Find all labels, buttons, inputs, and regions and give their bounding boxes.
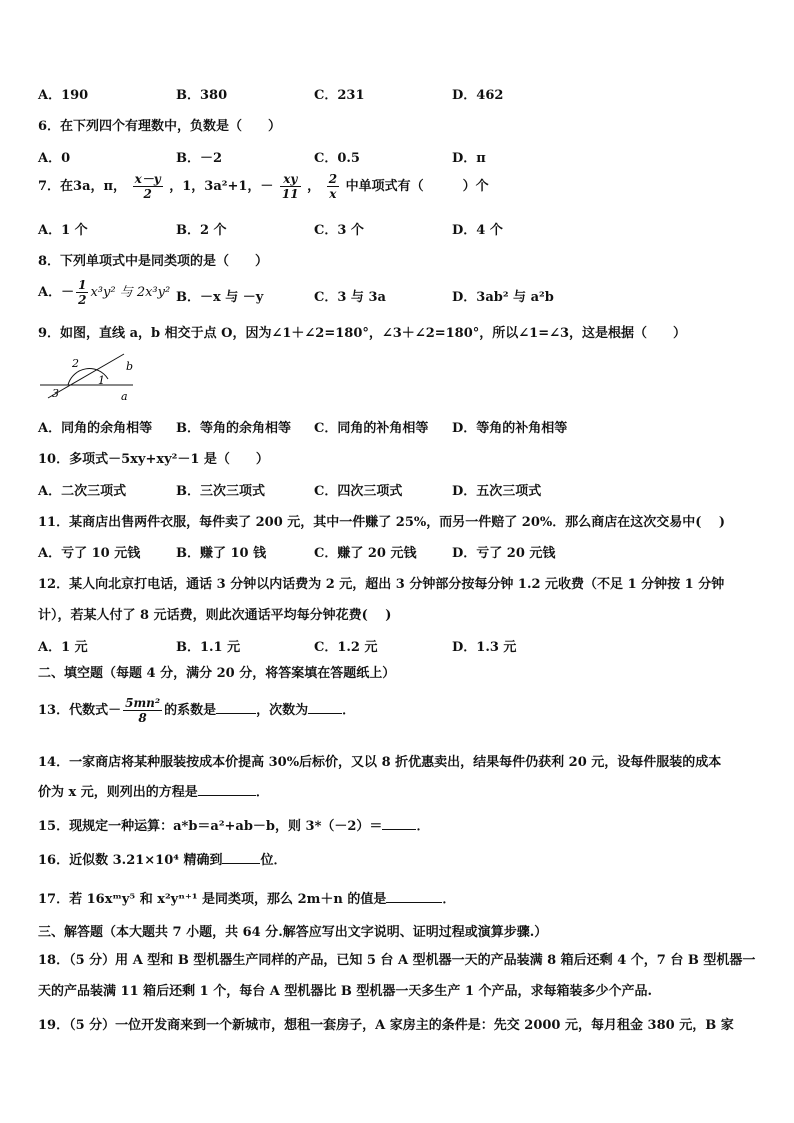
q7-text-mid2: ， (307, 179, 321, 194)
section-2-heading: 二、填空题（每题 4 分，满分 20 分，将答案填在答题纸上） (38, 666, 396, 681)
q6-option-b: B．－2 (176, 151, 223, 166)
q10-stem: 10．多项式－5xy+xy²－1 是（ ） (38, 452, 269, 467)
q18-line1: 18．（5 分）用 A 型和 B 型机器生产同样的产品，已知 5 台 A 型机器一天的产品装满 8 箱后还剩 4 个，7 台 B 型机器一 (38, 953, 756, 968)
q11-option-c: C．赚了 20 元钱 (314, 546, 417, 561)
q6-option-c: C．0.5 (314, 151, 360, 166)
q6-option-d: D．π (452, 151, 486, 166)
q7-option-a: A．1 个 (38, 223, 88, 238)
q11-option-a: A．亏了 10 元钱 (38, 546, 141, 561)
q14-blank[interactable] (198, 783, 256, 796)
q12-option-d: D．1.3 元 (452, 640, 517, 655)
q17-blank[interactable] (386, 890, 442, 903)
q8-option-d: D．3ab² 与 a²b (452, 290, 554, 305)
q7-fraction-2: $\frac{xy}{11}$ (281, 172, 299, 201)
q11-option-b: B．赚了 10 钱 (176, 546, 267, 561)
label-2: 2 (72, 357, 79, 370)
angle-figure (38, 350, 148, 402)
q12-stem-line1: 12．某人向北京打电话，通话 3 分钟以内话费为 2 元，超出 3 分钟部分按每分钟 1.2 元收费（不足 1 分钟按 1 分钟 (38, 577, 725, 592)
q8-option-a: A．－ $\frac{1}{2}$ x³y² 与 2x³y² (38, 278, 171, 307)
q10-option-c: C．四次三项式 (314, 484, 403, 499)
q18-line2: 天的产品装满 11 箱后还剩 1 个，每台 A 型机器比 B 型机器一天多生产 1 个产品，求每箱装多少个产品. (38, 984, 653, 999)
section-3-heading: 三、解答题（本大题共 7 小题，共 64 分.解答应写出文字说明、证明过程或演算步骤.） (38, 925, 548, 940)
q7-text-pre: 7．在3a，π， (38, 179, 127, 194)
q7-text-mid: ，1，3a²+1，－ (169, 179, 274, 194)
q9-stem: 9．如图，直线 a，b 相交于点 O，因为∠1＋∠2=180°，∠3＋∠2=180°，所以∠1=∠3，这是根据（ ） (38, 326, 687, 341)
q9-option-c: C．同角的补角相等 (314, 421, 429, 436)
q9-option-d: D．等角的补角相等 (452, 421, 568, 436)
q6-stem: 6．在下列四个有理数中，负数是（ ） (38, 119, 282, 134)
line-b (48, 354, 124, 398)
q12-option-b: B．1.1 元 (176, 640, 241, 655)
q13-stem: 13．代数式－ $\frac{\text{5mn²}}{8}$ 的系数是 ，次数为 ． (38, 696, 356, 725)
q7-option-d: D．4 个 (452, 223, 503, 238)
q7-option-b: B．2 个 (176, 223, 227, 238)
q7-fraction-3: $\frac{2}{x}$ (328, 172, 338, 201)
q11-option-d: D．亏了 20 元钱 (452, 546, 556, 561)
q12-stem-line2: 计），若某人付了 8 元话费，则此次通话平均每分钟花费( ) (38, 608, 392, 623)
label-a: a (121, 390, 128, 402)
q15-blank[interactable] (382, 817, 416, 830)
q5-option-c: C．231 (314, 88, 365, 103)
q7-stem (38, 172, 766, 201)
q5-option-a: A．190 (38, 88, 89, 103)
q13-fraction: $\frac{\text{5mn²}}{8}$ (125, 696, 161, 725)
q8-option-b: B．－x 与 －y (176, 290, 264, 305)
q12-option-c: C．1.2 元 (314, 640, 378, 655)
q14-line1: 14．一家商店将某种服装按成本价提高 30%后标价，又以 8 折优惠卖出，结果每件仍获利 20 元，设每件服装的成本 (38, 755, 722, 770)
q7-option-c: C．3 个 (314, 223, 364, 238)
q10-option-a: A．二次三项式 (38, 484, 127, 499)
label-1: 1 (98, 374, 105, 387)
q13-blank-2[interactable] (308, 701, 342, 714)
label-b: b (126, 360, 134, 373)
label-3: 3 (52, 387, 59, 400)
q5-option-b: B．380 (176, 88, 228, 103)
q8-stem: 8．下列单项式中是同类项的是（ ） (38, 254, 269, 269)
q7-fraction-1: $\frac{x-y}{2}$ (134, 172, 161, 201)
q14-line2: 价为 x 元，则列出的方程是 ． (38, 785, 269, 800)
q10-option-b: B．三次三项式 (176, 484, 265, 499)
q16-blank[interactable] (222, 851, 260, 864)
q15-stem: 15．现规定一种运算：a*b＝a²+ab－b，则 3*（－2）＝ ． (38, 819, 430, 834)
q17-stem: 17．若 16xᵐy⁵ 和 x²yⁿ⁺¹ 是同类项，那么 2m＋n 的值是 ． (38, 892, 456, 907)
q19-line1: 19．（5 分）一位开发商来到一个新城市，想租一套房子，A 家房主的条件是：先交 2000 元，每月租金 380 元，B 家 (38, 1018, 734, 1033)
q8-option-c: C．3 与 3a (314, 290, 386, 305)
q8-fraction: $\frac{1}{2}$ (78, 278, 87, 307)
q5-option-d: D．462 (452, 88, 504, 103)
q6-option-a: A．0 (38, 151, 71, 166)
q9-option-b: B．等角的余角相等 (176, 421, 291, 436)
q7-text-post: 中单项式有（ ）个 (345, 179, 489, 194)
q9-option-a: A．同角的余角相等 (38, 421, 153, 436)
q13-blank-1[interactable] (216, 701, 256, 714)
q12-option-a: A．1 元 (38, 640, 88, 655)
q16-stem: 16．近似数 3.21×10⁴ 精确到 位． (38, 853, 287, 868)
q10-option-d: D．五次三项式 (452, 484, 542, 499)
q11-stem: 11．某商店出售两件衣服，每件卖了 200 元，其中一件赚了 25%，而另一件赔了 20%．那么商店在这次交易中( ) (38, 515, 726, 530)
